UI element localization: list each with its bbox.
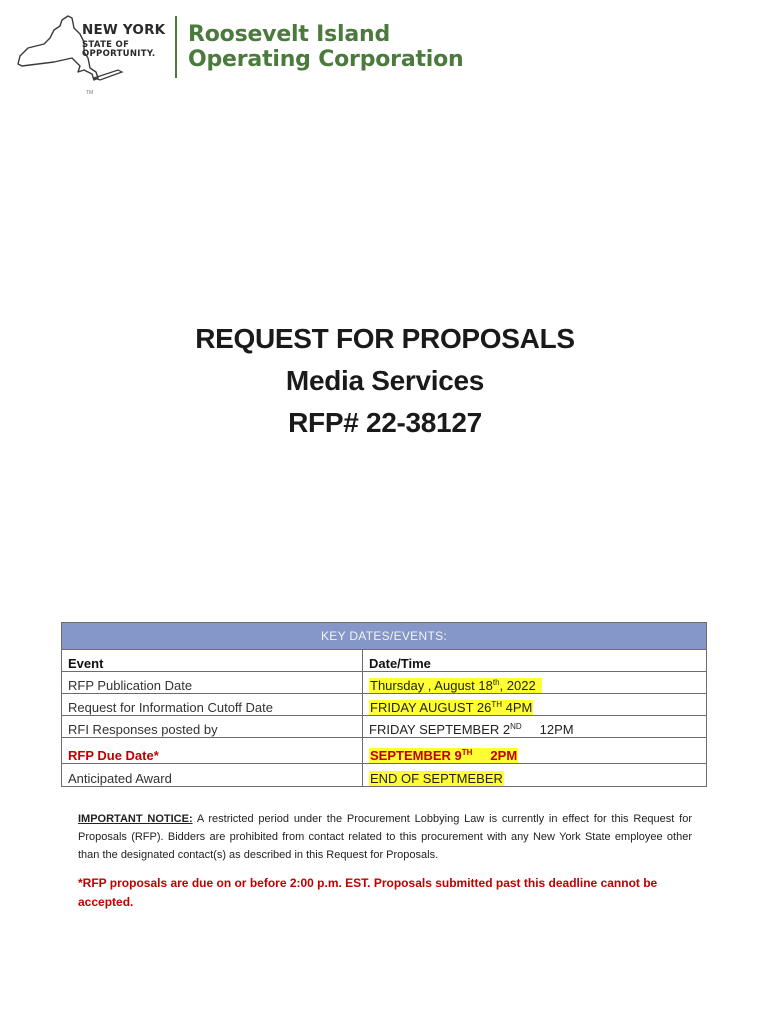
table-row — [62, 716, 707, 738]
logo-divider — [175, 16, 177, 78]
header-logo — [14, 12, 474, 96]
title-line3: RFP# 22-38127 — [288, 407, 482, 438]
state-logo-line1: NEW YORK — [82, 22, 166, 38]
event-cell: Request for Information Cutoff Date — [62, 694, 363, 716]
state-logo-line2: STATE OF — [82, 39, 130, 50]
trademark-mark: TM — [86, 90, 94, 96]
date-suffix: ND — [510, 722, 522, 731]
table-row — [62, 694, 707, 716]
date-main: FRIDAY SEPTEMBER 2 — [369, 722, 511, 737]
key-dates-header-row — [62, 650, 707, 672]
title-line1: REQUEST FOR PROPOSALS — [195, 323, 575, 354]
date-cell — [363, 764, 707, 787]
date-highlight: END OF SEPTMEBER — [370, 771, 503, 786]
due-date-note: *RFP proposals are due on or before 2:00 p.m. EST. Proposals submitted past this deadline cannot be accepted. — [78, 876, 658, 909]
notice-label: IMPORTANT NOTICE: — [78, 813, 193, 825]
organization-name-line2: Operating Corporation — [188, 47, 464, 72]
event-cell: RFP Due Date* — [62, 738, 363, 764]
date-cell — [363, 694, 707, 716]
table-row — [62, 738, 707, 764]
date-cell — [363, 672, 707, 694]
important-notice — [78, 810, 692, 864]
state-logo-text — [82, 24, 165, 59]
header-event: Event — [62, 650, 363, 672]
header-datetime: Date/Time — [363, 650, 707, 672]
notice-text: A restricted period under the Procurement Lobbying Law is currently in effect for this Request for Proposals (RFP). Bidders are prohibited from contact related to this procurement with any New York State employee other than the designated contact(s) as described in this Request for Proposals. — [78, 813, 692, 861]
title-line2: Media Services — [285, 365, 485, 396]
date-cell — [363, 716, 707, 738]
date-main: FRIDAY AUGUST 26 — [370, 700, 492, 715]
date-suffix: TH — [491, 700, 503, 709]
date-tail: 4PM — [502, 700, 533, 715]
table-row — [62, 672, 707, 694]
date-suffix: TH — [461, 748, 473, 757]
date-highlight — [369, 678, 542, 693]
organization-name — [188, 22, 464, 72]
document-title — [0, 318, 770, 444]
event-cell: RFI Responses posted by — [62, 716, 363, 738]
date-highlight — [369, 748, 518, 763]
date-tail: , 2022 — [499, 678, 536, 693]
key-dates-table — [61, 622, 707, 787]
date-main: Thursday , August 18 — [370, 678, 493, 693]
date-tail: 2PM — [490, 748, 518, 763]
event-cell: RFP Publication Date — [62, 672, 363, 694]
date-cell — [363, 738, 707, 764]
date-tail: 12PM — [539, 722, 574, 737]
key-dates-banner-row — [62, 623, 707, 650]
organization-name-line1: Roosevelt Island — [188, 22, 391, 47]
key-dates-banner: KEY DATES/EVENTS: — [62, 623, 707, 650]
date-suffix: th — [492, 678, 500, 687]
table-row — [62, 764, 707, 787]
date-main: SEPTEMBER 9 — [370, 748, 462, 763]
event-cell: Anticipated Award — [62, 764, 363, 787]
date-highlight — [369, 700, 533, 715]
state-logo-line3: OPPORTUNITY. — [82, 49, 156, 59]
